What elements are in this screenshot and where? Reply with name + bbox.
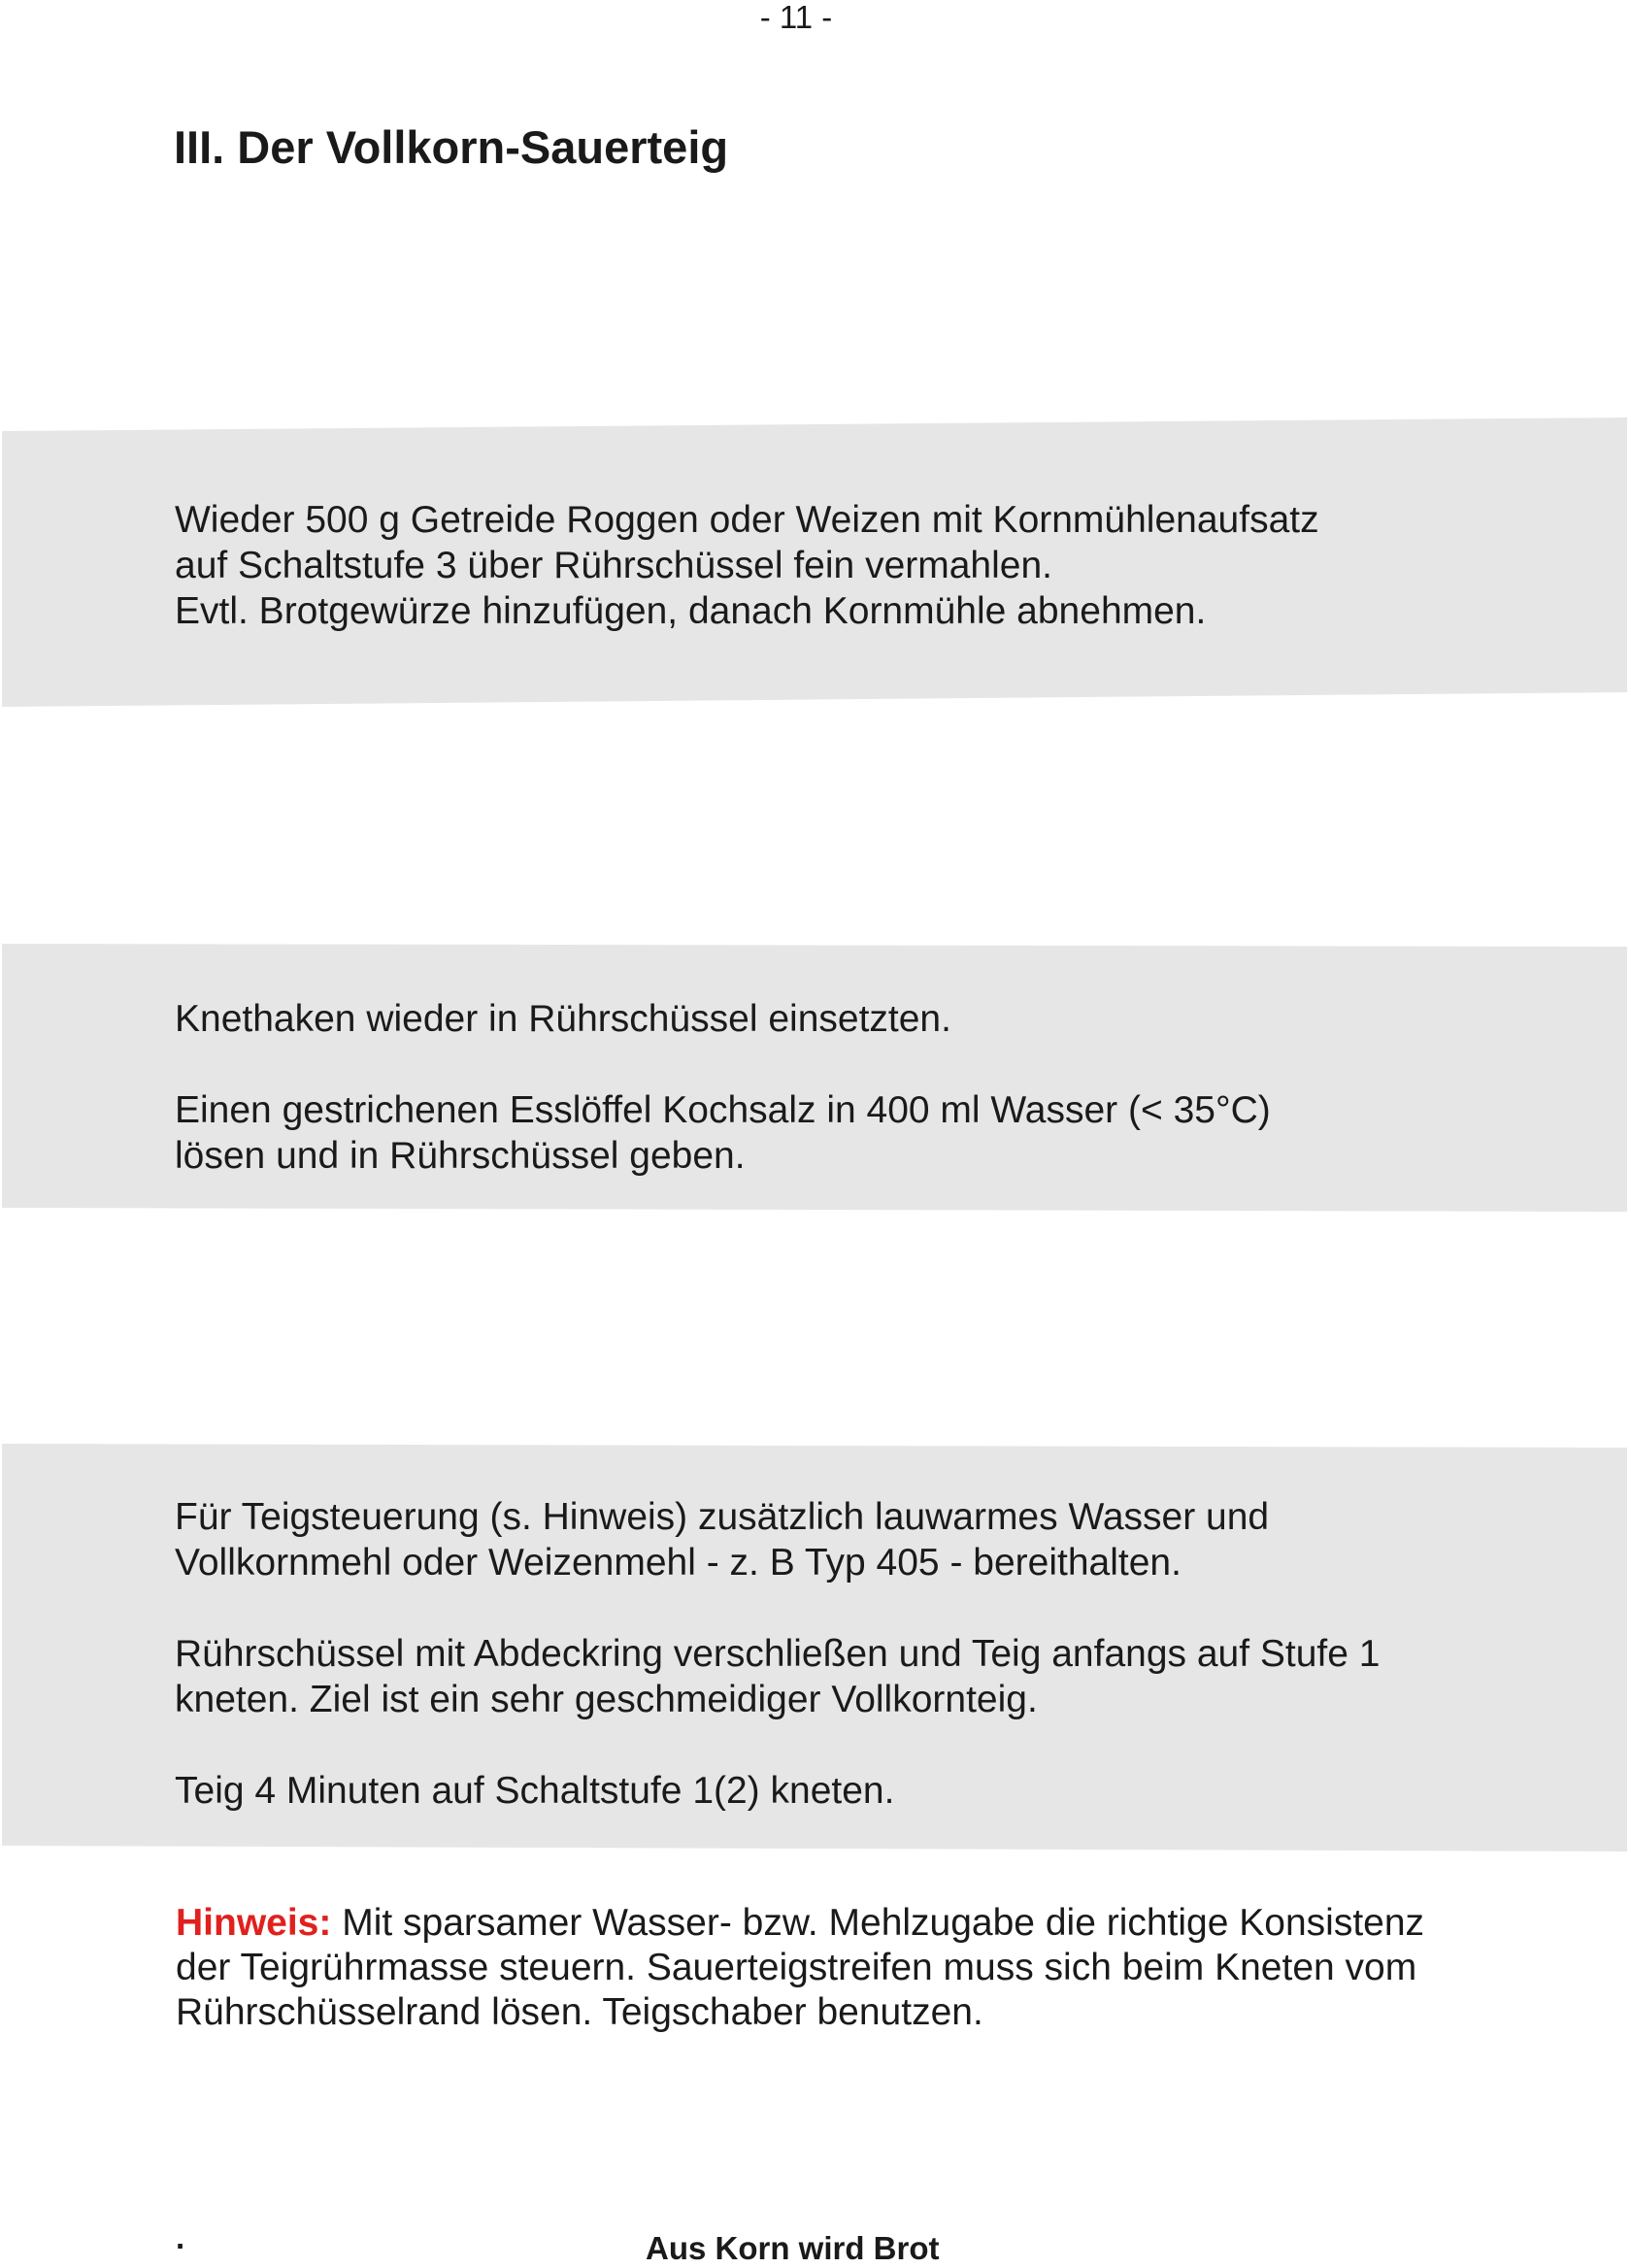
- text-line: Rührschüsselrand lösen. Teigschaber benutzen.: [176, 1991, 983, 2033]
- page-number: - 11 -: [759, 0, 833, 35]
- footer-title: Aus Korn wird Brot: [646, 2230, 940, 2266]
- step-text-kneading: [175, 1494, 1381, 1814]
- text-line: der Teigrührmasse steuern. Sauerteigstreifen muss sich beim Kneten vom: [176, 1947, 1417, 1988]
- text-line: kneten. Ziel ist ein sehr geschmeidiger Vollkornteig.: [175, 1679, 1038, 1720]
- text-line: Knethaken wieder in Rührschüssel einsetzten.: [175, 998, 951, 1040]
- note-first-line: [176, 1901, 1424, 1946]
- text-line: Für Teigsteuerung (s. Hinweis) zusätzlich lauwarmes Wasser und: [175, 1496, 1270, 1538]
- text-line: Rührschüssel mit Abdeckring verschließen und Teig anfangs auf Stufe 1: [175, 1633, 1381, 1675]
- page-title: III. Der Vollkorn-Sauerteig: [174, 121, 729, 173]
- text-line: Einen gestrichenen Esslöffel Kochsalz in 400 ml Wasser (< 35°C): [175, 1089, 1271, 1131]
- text-line: auf Schaltstufe 3 über Rührschüssel fein vermahlen.: [175, 545, 1052, 586]
- text-line: Teig 4 Minuten auf Schaltstufe 1(2) kneten.: [175, 1770, 895, 1812]
- text-line: Vollkornmehl oder Weizenmehl - z. B Typ 405 - bereithalten.: [175, 1542, 1182, 1584]
- note-label: Hinweis:: [176, 1902, 332, 1944]
- text-line: Evtl. Brotgewürze hinzufügen, danach Kornmühle abnehmen.: [175, 590, 1207, 632]
- text-line: lösen und in Rührschüssel geben.: [175, 1135, 746, 1177]
- step-text-grinding: [175, 497, 1319, 634]
- footer-dot: .: [176, 2219, 185, 2255]
- note-first-text: Mit sparsamer Wasser- bzw. Mehlzugabe die richtige Konsistenz: [331, 1902, 1425, 1944]
- hint-note: [176, 1901, 1424, 2035]
- step-text-salt-water: [175, 996, 1271, 1179]
- text-line: Wieder 500 g Getreide Roggen oder Weizen mit Kornmühlenaufsatz: [175, 499, 1319, 541]
